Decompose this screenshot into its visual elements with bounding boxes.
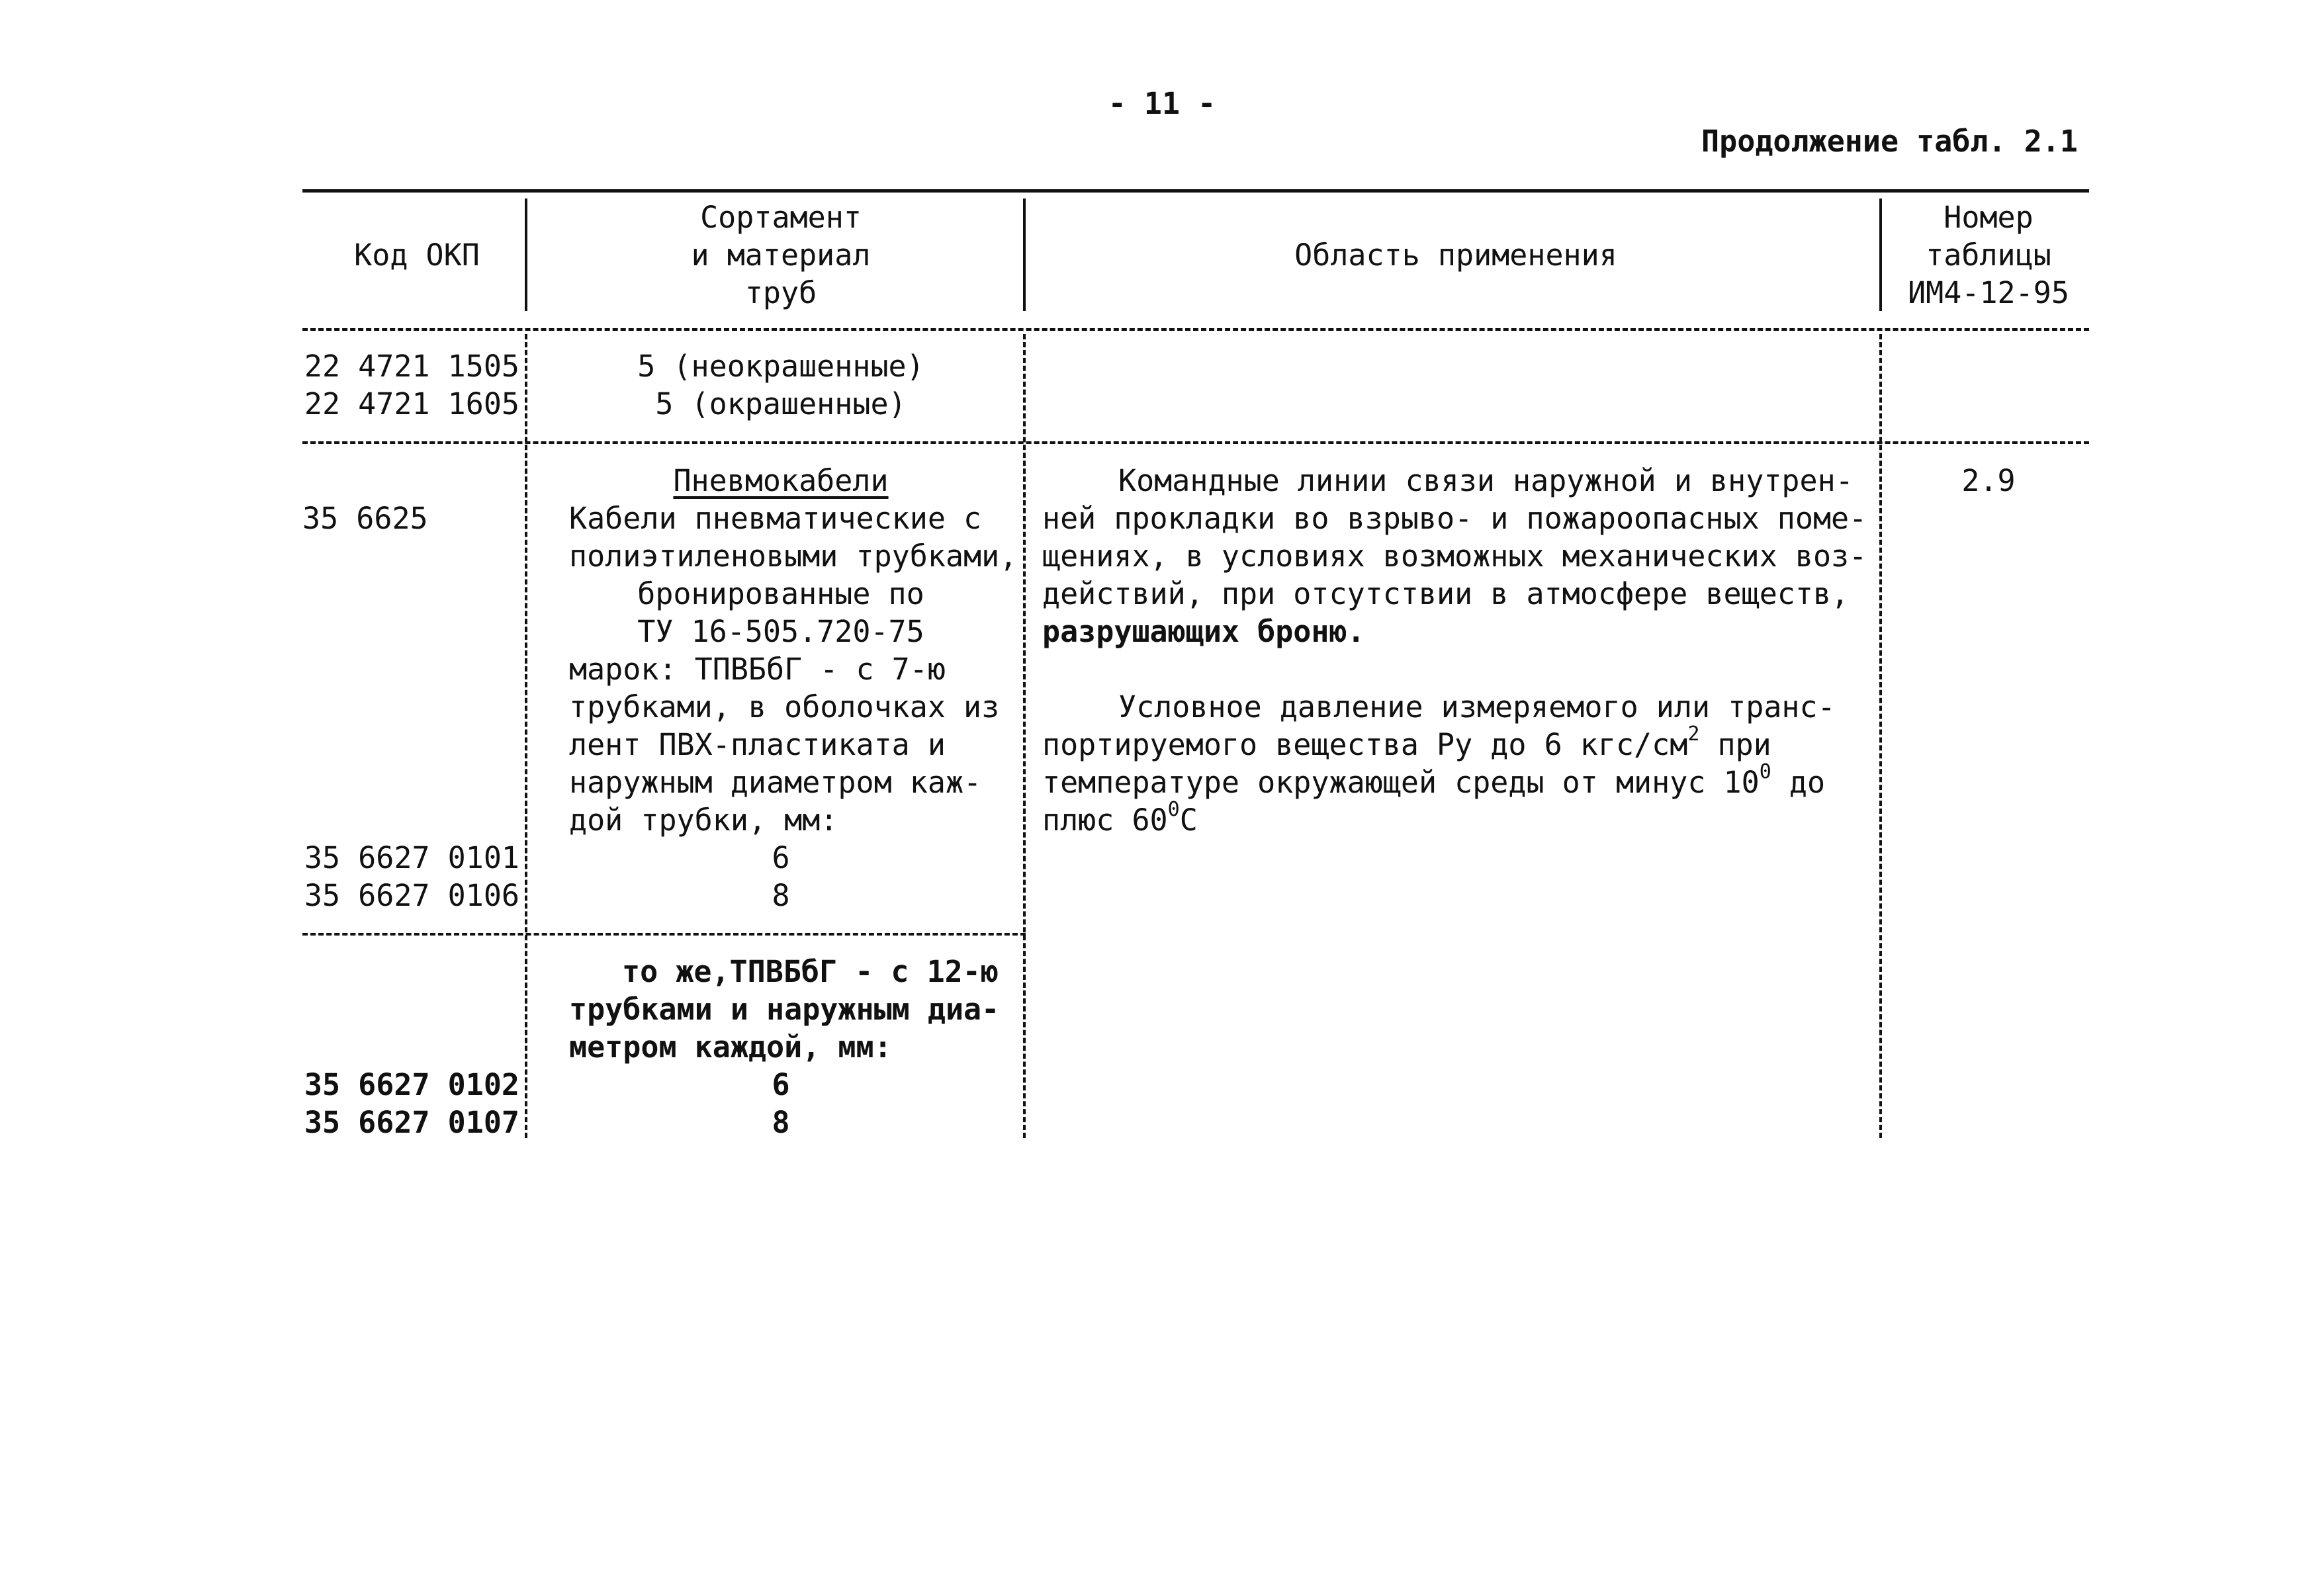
usage-paragraph2-line1: Условное давление измеряемого или транс-: [1118, 689, 1836, 724]
material-line-2: полиэтиленовыми трубками,: [569, 539, 1018, 574]
diameter-6-12-tubes: 6: [772, 1067, 790, 1102]
table-top-rule: [302, 189, 2089, 193]
col-separator-2: [1023, 334, 1026, 1138]
material-same-line-2: трубками и наружным диа-: [569, 992, 1000, 1027]
material-same-line-3: метром каждой, мм:: [569, 1029, 892, 1065]
header-assortment-line2: и материал: [691, 238, 871, 273]
okp-code-35-6627-0107: 35 6627 0107: [304, 1105, 519, 1140]
col-separator-1-header: [525, 198, 527, 311]
group1-separator: [302, 441, 2089, 444]
diameter-8: 8: [772, 878, 790, 913]
col-separator-3-header: [1879, 198, 1882, 311]
okp-code-35-6627-0106: 35 6627 0106: [304, 878, 519, 913]
okp-code-22-4721-1605: 22 4721 1605: [304, 386, 519, 421]
diameter-6: 6: [772, 840, 790, 875]
table-number-2-9: 2.9: [1961, 463, 2016, 498]
material-unpainted: 5 (неокрашенные): [637, 349, 924, 384]
material-line-1: Кабели пневматические с: [569, 501, 982, 536]
material-painted: 5 (окрашенные): [655, 386, 907, 421]
okp-code-35-6625: 35 6625: [302, 501, 428, 536]
col-separator-3: [1879, 334, 1882, 1138]
header-table-number-line3: ИМ4-12-95: [1908, 275, 2069, 310]
header-okp-code: Код ОКП: [354, 238, 480, 273]
col-separator-1: [525, 334, 527, 1138]
usage-paragraph2-line3: температуре окружающей среды от минус $10^0$ до: [1042, 760, 1826, 800]
usage-paragraph1-line3: щениях, в условиях возможных механических воз-: [1042, 539, 1867, 574]
okp-code-22-4721-1505: 22 4721 1505: [304, 349, 519, 384]
material-line-3: бронированные по: [637, 576, 924, 611]
header-table-number-line2: таблицы: [1926, 238, 2051, 273]
usage-paragraph1-line5: разрушающих броню.: [1042, 614, 1365, 649]
col-separator-2-header: [1023, 198, 1026, 311]
table-continuation-caption: Продолжение табл. 2.1: [1701, 124, 2078, 159]
usage-paragraph1-line1: Командные линии связи наружной и внутрен-: [1118, 463, 1854, 498]
material-line-6: трубками, в оболочках из: [569, 689, 1000, 724]
group2-separator: [302, 933, 1026, 936]
usage-paragraph2-line4: плюс $60^0С$: [1042, 798, 1198, 838]
material-line-9: дой трубки, мм:: [569, 803, 838, 838]
usage-paragraph1-line2: ней прокладки во взрыво- и пожароопасных поме-: [1042, 501, 1867, 536]
material-line-5: марок: ТПВБбГ - с 7-ю: [569, 652, 946, 687]
header-assortment-line1: Сортамент: [700, 200, 862, 235]
okp-code-35-6627-0102: 35 6627 0102: [304, 1067, 519, 1102]
material-line-8: наружным диаметром каж-: [569, 765, 982, 800]
header-application-area: Область применения: [1294, 238, 1617, 273]
material-same-line-1: то же,ТПВБбГ - с 12-ю: [622, 954, 999, 989]
usage-paragraph2-line2: портируемого вещества Ру до 6 кгс/$см^2$ при: [1042, 722, 1771, 762]
header-assortment-line3: труб: [744, 275, 817, 310]
diameter-8-12-tubes: 8: [772, 1105, 790, 1140]
okp-code-35-6627-0101: 35 6627 0101: [304, 840, 519, 875]
pneumocable-heading: Пневмокабели: [673, 463, 889, 498]
page-number: - 11 -: [1108, 86, 1216, 121]
usage-paragraph1-line4: действий, при отсутствии в атмосфере веществ,: [1042, 576, 1850, 611]
material-line-4: ТУ 16-505.720-75: [637, 614, 924, 649]
header-separator: [302, 328, 2089, 331]
header-table-number-line1: Номер: [1944, 200, 2033, 235]
material-line-7: лент ПВХ-пластиката и: [569, 727, 946, 762]
